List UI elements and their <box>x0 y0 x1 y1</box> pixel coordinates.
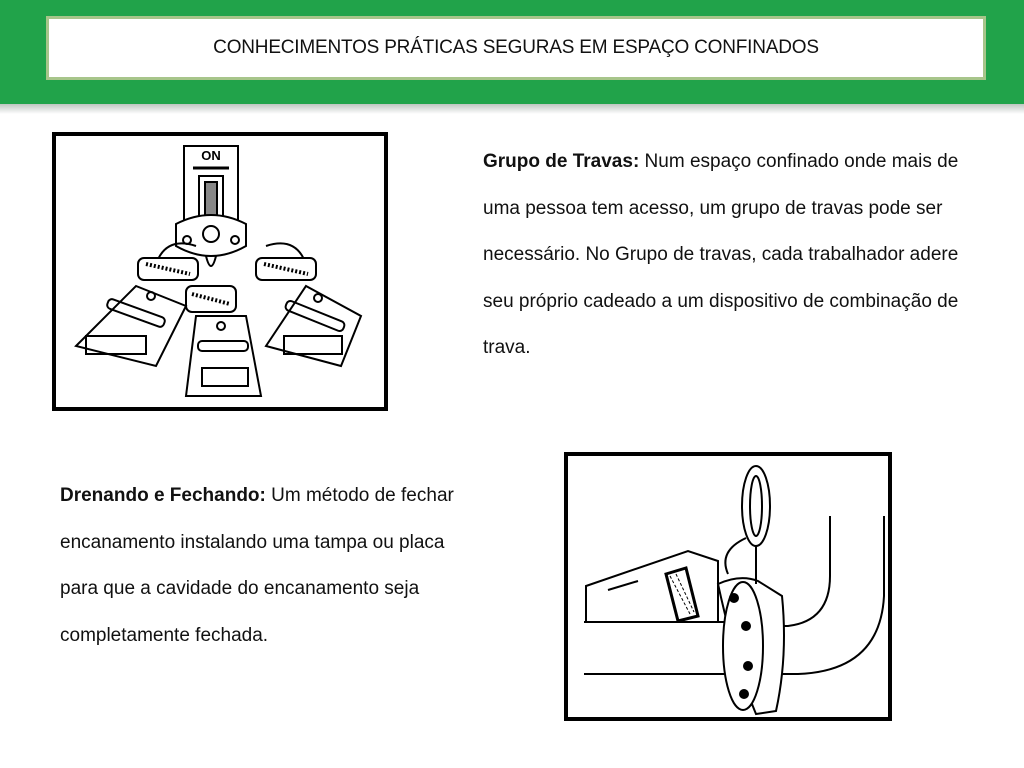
drain-close-term: Drenando e Fechando: <box>60 485 266 506</box>
pipe-blind-drawing <box>568 456 888 717</box>
header-shadow <box>0 104 1024 114</box>
pipe-blind-illustration <box>564 452 892 721</box>
group-lockout-drawing <box>56 136 384 407</box>
group-lockout-illustration <box>52 132 388 411</box>
group-lockout-term: Grupo de Travas: <box>483 151 640 172</box>
drain-close-text: Um método de fechar encanamento instalando uma tampa ou placa para que a cavidade do encanamento seja completamente fechada. <box>60 485 454 646</box>
group-lockout-text: Num espaço confinado onde mais de uma pessoa tem acesso, um grupo de travas pode ser necessário. No Grupo de travas, cada trabalhador adere seu próprio cadeado a um dispositivo de combinação de trava. <box>483 151 959 358</box>
page-title: CONHECIMENTOS PRÁTICAS SEGURAS EM ESPAÇO CONFINADOS <box>213 37 819 58</box>
switch-on-label: ON <box>201 148 221 163</box>
drain-close-paragraph <box>60 473 480 659</box>
title-box <box>46 16 986 80</box>
group-lockout-paragraph <box>483 139 963 372</box>
